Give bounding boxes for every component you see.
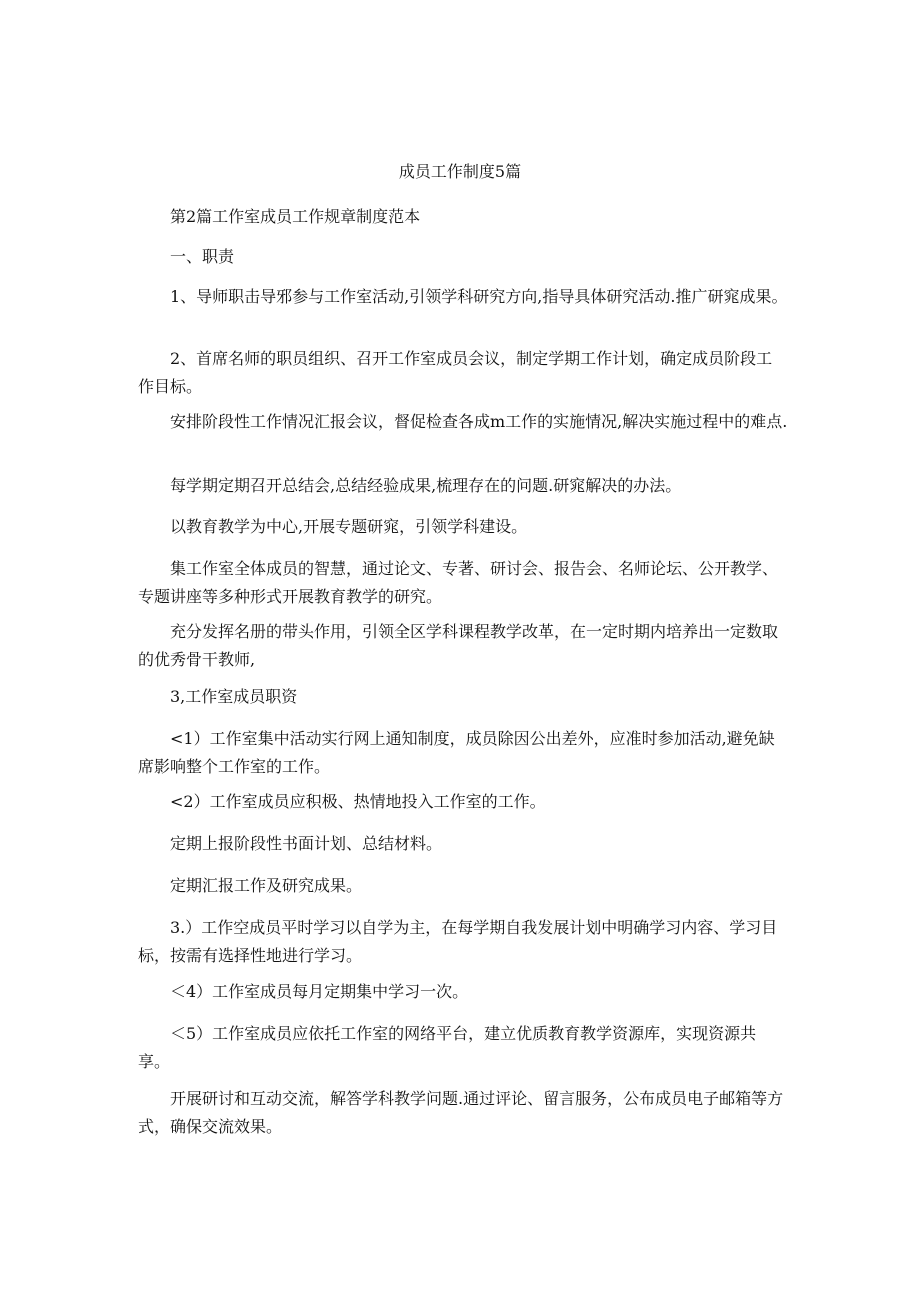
paragraph: 定期上报阶段性书面计划、总结材料。 xyxy=(170,834,443,853)
section-heading: 一、职责 xyxy=(170,247,235,266)
paragraph: 每学期定期召开总结会,总结经验成果,梳理存在的问题.研窕解决的办法。 xyxy=(170,476,682,495)
document-title: 成员工作制度5篇 xyxy=(398,162,522,181)
paragraph: <1）工作室集中活动实行网上通知制度，成员除因公出差外，应准时参加活动,避免缺席影响整个工作室的工作。 xyxy=(138,729,775,776)
paragraph: ＜5）工作室成员应依托工作室的网络平台，建立优质教育教学资源库，实现资源共享。 xyxy=(138,1024,757,1071)
paragraph: 以教育教学为中心,开展专题研窕，引领学科建设。 xyxy=(170,517,528,536)
section-heading: 第2篇工作室成员工作规章制度范本 xyxy=(170,207,421,226)
paragraph: 2、首席名师的职员组织、召开工作室成员会议，制定学期工作计划，确定成员阶段工作目标。 xyxy=(138,349,773,396)
paragraph: 1、导师职击导邪参与工作室活动,引领学科研究方向,指导具体研究活动.推广研窕成果。 xyxy=(170,287,788,306)
paragraph: ＜4）工作室成员每月定期集中学习一次。 xyxy=(170,982,469,1001)
paragraph: 开展研讨和互动交流，解答学科教学问题.通过评论、留言服务，公布成员电子邮箱等方式，确保交流效果。 xyxy=(138,1089,784,1136)
paragraph: 集工作室全体成员的智慧，通过论文、专著、研讨会、报告会、名师论坛、公开教学、专题讲座等多种形式开展教育教学的研究。 xyxy=(138,559,779,606)
paragraph: 安排阶段性工作情况汇报会议，督促检查各成m工作的实施情况,解决实施过程中的难点. xyxy=(170,412,788,431)
paragraph: 3.）工作空成员平时学习以自学为主，在每学期自我发展计划中明确学习内容、学习目标，按需有选择性地进行学习。 xyxy=(138,918,778,965)
section-heading: 3,工作室成员职资 xyxy=(170,687,298,706)
paragraph: <2）工作室成员应积极、热情地投入工作室的工作。 xyxy=(170,792,546,811)
paragraph: 充分发挥名册的带头作用，引领全区学科课程教学改革，在一定时期内培养出一定数取的优秀骨干教师, xyxy=(138,622,779,669)
paragraph: 定期汇报工作及研究成果。 xyxy=(170,876,363,895)
